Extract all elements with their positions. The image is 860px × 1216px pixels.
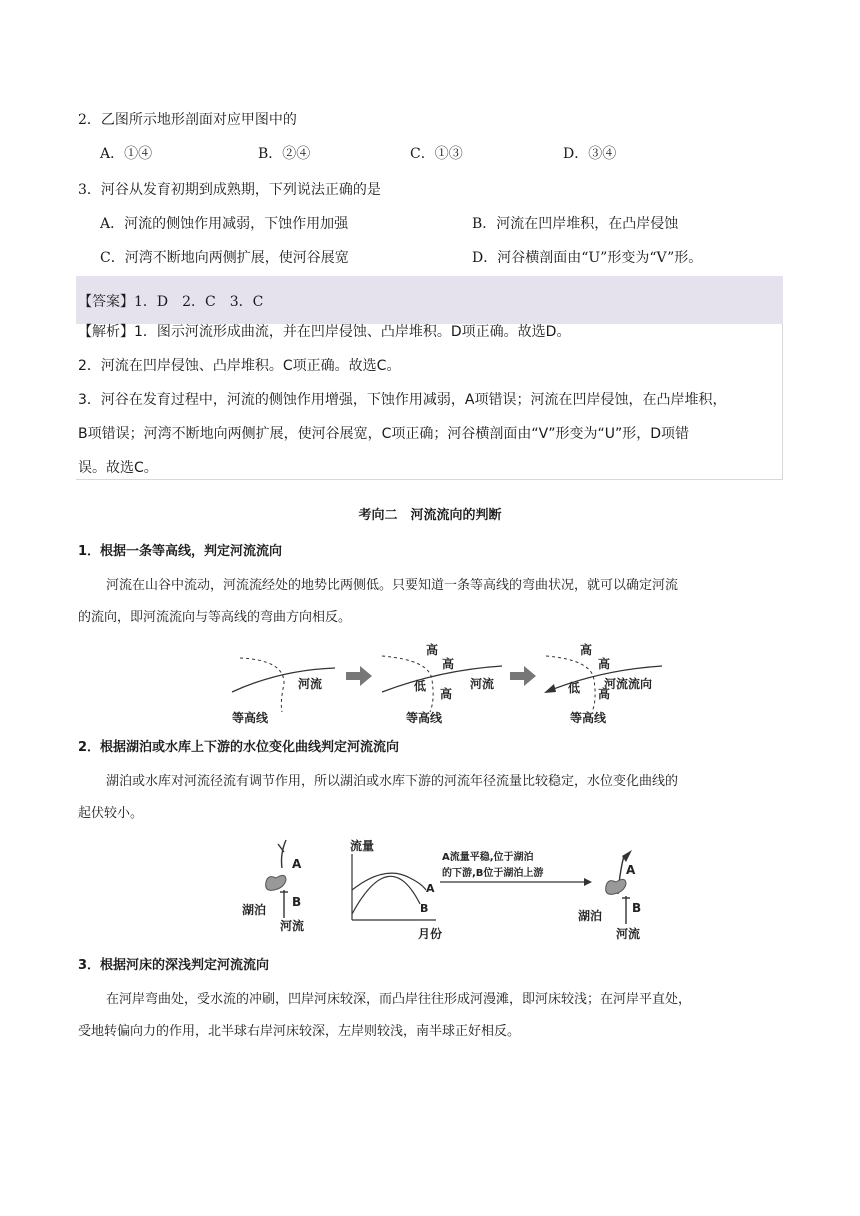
fig2-lake-label-right: 湖泊 bbox=[578, 909, 603, 923]
q2-option-a: A．①④ bbox=[100, 146, 153, 162]
q2-option-b: B．②④ bbox=[258, 146, 311, 162]
fig1-flow-dir-label: 河流流向 bbox=[604, 677, 653, 691]
contour-panel-3 bbox=[544, 642, 662, 725]
fig2-a-label-right: A bbox=[626, 863, 636, 877]
note-arrow bbox=[440, 850, 592, 886]
method-1-heading: 1．根据一条等高线，判定河流流向 bbox=[78, 544, 283, 559]
fig2-river-label-right: 河流 bbox=[616, 927, 641, 941]
q3-option-c: C．河湾不断地向两侧扩展，使河谷展宽 bbox=[100, 250, 349, 266]
section-title: 考向二 河流流向的判断 bbox=[358, 508, 502, 523]
fig2-note-line-2: 的下游,B位于湖泊上游 bbox=[442, 868, 544, 879]
explanation-line-1: 【解析】1．图示河流形成曲流，并在凹岸侵蚀、凸岸堆积。D项正确。故选D。 bbox=[78, 324, 571, 340]
curve-a bbox=[352, 873, 426, 890]
contour-figure bbox=[220, 640, 680, 730]
fig1-contour-label: 等高线 bbox=[232, 711, 269, 725]
fig2-flow-axis-label: 流量 bbox=[350, 839, 375, 853]
contour-panel-1 bbox=[232, 658, 335, 725]
explanation-line-4: B项错误；河湾不断地向两侧扩展，使河谷展宽，C项正确；河谷横剖面由“V”形变为“U”形，D项错 bbox=[78, 426, 689, 442]
fig1-high-label-4: 高 bbox=[580, 643, 593, 657]
answer-label: 【答案】1．D 2．C 3．C bbox=[78, 294, 264, 310]
arrow-right-icon bbox=[584, 878, 592, 886]
fig1-river-label: 河流 bbox=[298, 677, 323, 691]
fig2-b-curve-label: B bbox=[420, 902, 429, 915]
fig1-high-label-3: 高 bbox=[440, 687, 453, 701]
method-2-text-1: 湖泊或水库对河流径流有调节作用，所以湖泊或水库下游的河流年径流量比较稳定，水位变化曲线的 bbox=[106, 774, 679, 789]
q2-stem: 2．乙图所示地形剖面对应甲图中的 bbox=[78, 112, 297, 128]
q2-option-c: C．①③ bbox=[410, 146, 463, 162]
explanation-line-2: 2．河流在凹岸侵蚀、凸岸堆积。C项正确。故选C。 bbox=[78, 358, 401, 374]
method-3-text-1: 在河岸弯曲处，受水流的冲刷，凹岸河床较深，而凸岸往往形成河漫滩，即河床较浅；在河岸平直处， bbox=[106, 992, 692, 1007]
lake-panel-left bbox=[242, 840, 304, 933]
fig1-contour-label-3: 等高线 bbox=[570, 711, 607, 725]
explanation-line-5: 误。故选C。 bbox=[78, 460, 158, 476]
lake-figure bbox=[240, 834, 660, 944]
fig1-high-label-5: 高 bbox=[598, 657, 611, 671]
fig1-river-label-2: 河流 bbox=[470, 677, 495, 691]
method-3-heading: 3．根据河床的深浅判定河流流向 bbox=[78, 958, 270, 973]
q3-stem: 3．河谷从发育初期到成熟期，下列说法正确的是 bbox=[78, 182, 381, 198]
q3-option-b: B．河流在凹岸堆积，在凸岸侵蚀 bbox=[472, 216, 679, 232]
lake-panel-right bbox=[578, 850, 641, 941]
fig1-low-label-2: 低 bbox=[568, 681, 581, 695]
contour-panel-2 bbox=[382, 642, 502, 725]
fig2-a-label-left: A bbox=[292, 857, 302, 871]
arrow-right-icon bbox=[510, 666, 536, 686]
flow-arrowhead-icon bbox=[544, 684, 556, 693]
method-2-text-2: 起伏较小。 bbox=[78, 806, 144, 821]
fig2-month-axis-label: 月份 bbox=[418, 927, 443, 941]
fig1-high-label-6: 高 bbox=[598, 687, 611, 701]
fig2-a-curve-label: A bbox=[426, 882, 435, 895]
fig2-note-line-1: A流量平稳,位于湖泊 bbox=[442, 852, 534, 863]
method-3-text-2: 受地转偏向力的作用，北半球右岸河床较深，左岸则较浅，南半球正好相反。 bbox=[78, 1024, 521, 1039]
method-1-text-1: 河流在山谷中流动，河流流经处的地势比两侧低。只要知道一条等高线的弯曲状况，就可以确定河流 bbox=[106, 578, 679, 593]
fig2-b-label-left: B bbox=[292, 895, 302, 909]
fig2-river-label-left: 河流 bbox=[280, 919, 305, 933]
fig1-contour-label-2: 等高线 bbox=[406, 711, 443, 725]
fig2-b-label-right: B bbox=[632, 901, 642, 915]
fig1-low-label: 低 bbox=[414, 679, 427, 693]
fig1-high-label-1: 高 bbox=[426, 643, 439, 657]
q3-option-d: D．河谷横剖面由“U”形变为“V”形。 bbox=[472, 250, 703, 266]
q3-option-a: A．河流的侧蚀作用减弱，下蚀作用加强 bbox=[100, 216, 349, 232]
curve-b bbox=[352, 876, 420, 914]
method-2-heading: 2．根据湖泊或水库上下游的水位变化曲线判定河流流向 bbox=[78, 740, 400, 755]
flow-chart bbox=[350, 838, 442, 941]
explanation-line-3: 3．河谷在发育过程中，河流的侧蚀作用增强，下蚀作用减弱，A项错误；河流在凹岸侵蚀，在凸岸堆积， bbox=[78, 392, 727, 408]
arrow-right-icon bbox=[346, 666, 372, 686]
method-1-text-2: 的流向，即河流流向与等高线的弯曲方向相反。 bbox=[78, 610, 352, 625]
fig1-high-label-2: 高 bbox=[442, 657, 455, 671]
fig2-lake-label-left: 湖泊 bbox=[242, 903, 267, 917]
q2-option-d: D．③④ bbox=[563, 146, 617, 162]
